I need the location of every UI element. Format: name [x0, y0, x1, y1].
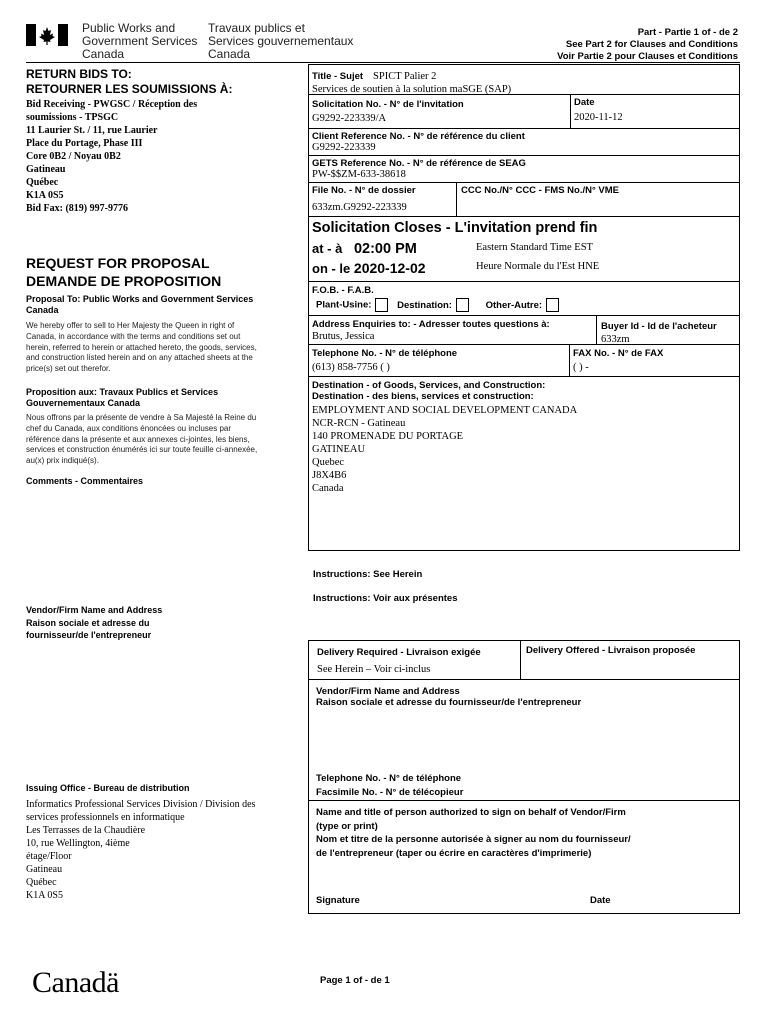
- client-ref-value: G9292-223339: [312, 142, 376, 153]
- comments-label: Comments - Commentaires: [26, 476, 144, 486]
- delivery-required-value: See Herein – Voir ci-inclus: [317, 664, 431, 675]
- solicitation-no-value: G9292-223339/A: [312, 113, 387, 124]
- at-label: at - à: [312, 241, 343, 256]
- phone-label: Telephone No. - N° de téléphone: [312, 348, 458, 359]
- signature-date-label: Date: [590, 895, 611, 906]
- form-divider: [308, 679, 740, 680]
- other-checkbox[interactable]: [546, 298, 559, 312]
- solicitation-no-label: Solicitation No. - N° de l'invitation: [312, 99, 464, 110]
- return-bids-title: RETURN BIDS TO: RETOURNER LES SOUMISSIONS À:: [26, 67, 233, 96]
- form-divider: [308, 315, 740, 316]
- vendor-contact-labels: Telephone No. - N° de téléphone Facsimile No. - N° de télécopieur: [316, 773, 464, 798]
- form-divider: [308, 800, 740, 801]
- return-bids-address: Bid Receiving - PWGSC / Réception des soumissions - TPSGC 11 Laurier St. / 11, rue Laurier Place du Portage, Phase III Core 0B2 / Noyau 0B2 Gatineau Québec K1A 0S5 Bid Fax: (819) 997-9776: [26, 99, 198, 214]
- title-label: Title - Sujet: [312, 71, 364, 82]
- gets-ref-label: GETS Reference No. - N° de référence de SEAG: [312, 158, 526, 169]
- fob-label: F.O.B. - F.A.B.: [312, 285, 374, 296]
- form-divider: [308, 128, 740, 129]
- fob-options: [316, 298, 559, 312]
- signature-label: Signature: [316, 895, 360, 906]
- destination-option-label: Destination:: [397, 299, 452, 311]
- enquiries-value: Brutus, Jessica: [312, 331, 375, 342]
- form-divider: [570, 94, 571, 128]
- closing-time: 02:00 PM: [353, 241, 417, 257]
- buyer-id-label: Buyer Id - Id de l'acheteur: [601, 321, 717, 332]
- authorized-person-label: Name and title of person authorized to sign on behalf of Vendor/Firm (type or print) Nom et titre de la personne autorisée à signer au nom du fournisseur/ de l'entrepreneur (taper ou écrire en caractères d'imprimerie): [316, 807, 631, 859]
- form-divider: [456, 182, 457, 216]
- form-divider: [308, 182, 740, 183]
- ccc-no-label: CCC No./N° CCC - FMS No./N° VME: [461, 185, 620, 196]
- form-divider: [308, 344, 740, 345]
- vendor-name-label: Vendor/Firm Name and Address Raison sociale et adresse du fournisseur/de l'entrepreneur: [316, 686, 582, 708]
- solicitation-closes-title: Solicitation Closes - L'invitation prend fin: [312, 220, 598, 236]
- header-rule: [26, 62, 740, 63]
- plant-checkbox[interactable]: [375, 298, 388, 312]
- form-divider: [596, 315, 597, 344]
- file-no-value: 633zm.G9292-223339: [312, 202, 407, 213]
- delivery-offered-label: Delivery Offered - Livraison proposée: [526, 645, 696, 656]
- form-divider: [308, 376, 740, 377]
- proposal-text-fr: Nous offrons par la présente de vendre à Sa Majesté la Reine du chef du Canada, aux conditions énoncées ou incluses par référence dans la présente et aux annexes ci-jointes, les biens, services et construction énumérés ici sur toute feuille ci-annexée, au(x) prix indiqué(s).: [26, 413, 258, 466]
- form-divider: [569, 344, 570, 376]
- org-name-en: Public Works and Government Services Canada: [82, 21, 198, 61]
- title-field: [312, 66, 732, 96]
- time-zone-fr: Heure Normale du l'Est HNE: [476, 261, 600, 272]
- time-zone-en: Eastern Standard Time EST: [476, 242, 593, 253]
- closing-date: 2020-12-02: [353, 260, 426, 276]
- form-divider: [308, 281, 740, 282]
- on-label: on - le: [312, 261, 351, 276]
- other-label: Other-Autre:: [485, 299, 543, 311]
- issuing-office-address: Informatics Professional Services Division / Division des services professionnels en informatique Les Terrasses de la Chaudière 10, rue Wellington, 4ième étage/Floor Gatineau Québec K1A 0S5: [26, 799, 256, 901]
- vendor-label-left: Vendor/Firm Name and Address Raison sociale et adresse du fournisseur/de l'entrepreneur: [26, 605, 163, 640]
- proposition-aux: Proposition aux: Travaux Publics et Services Gouvernementaux Canada: [26, 387, 219, 408]
- destination-label: Destination - of Goods, Services, and Construction: Destination - des biens, services et construction:: [312, 380, 546, 402]
- client-ref-label: Client Reference No. - N° de référence du client: [312, 131, 525, 142]
- org-name-fr: Travaux publics et Services gouvernementaux Canada: [208, 21, 354, 61]
- enquiries-label: Address Enquiries to: - Adresser toutes questions à:: [312, 319, 550, 330]
- date-value: 2020-11-12: [574, 112, 623, 123]
- closing-time-row: [312, 241, 417, 257]
- canada-wordmark: Canadä: [32, 966, 119, 999]
- destination-checkbox[interactable]: [456, 298, 469, 312]
- issuing-office-label: Issuing Office - Bureau de distribution: [26, 783, 190, 793]
- canada-flag-logo: [26, 24, 68, 46]
- closing-date-row: [312, 260, 426, 277]
- date-label: Date: [574, 97, 595, 108]
- gets-ref-value: PW-$$ZM-633-38618: [312, 169, 406, 180]
- instructions-en: Instructions: See Herein: [313, 569, 423, 580]
- buyer-id-value: 633zm: [601, 334, 630, 344]
- plant-label: Plant-Usine:: [316, 299, 372, 311]
- instructions-fr: Instructions: Voir aux présentes: [313, 593, 458, 604]
- file-no-label: File No. - N° de dossier: [312, 185, 416, 196]
- form-divider: [308, 216, 740, 217]
- proposal-to: Proposal To: Public Works and Government Services Canada: [26, 294, 254, 315]
- part-indicator: Part - Partie 1 of - de 2 See Part 2 for Clauses and Conditions Voir Partie 2 pour Clauses et Conditions: [557, 27, 738, 62]
- form-divider: [520, 640, 521, 679]
- delivery-required-label: Delivery Required - Livraison exigée: [317, 647, 481, 658]
- fax-label: FAX No. - N° de FAX: [573, 348, 664, 359]
- phone-value: (613) 858-7756 ( ): [312, 362, 390, 373]
- rfp-title: REQUEST FOR PROPOSAL DEMANDE DE PROPOSITION: [26, 255, 222, 289]
- title-value: SPICT Palier 2: [373, 71, 437, 82]
- destination-address: EMPLOYMENT AND SOCIAL DEVELOPMENT CANADA NCR-RCN - Gatineau 140 PROMENADE DU PORTAGE GATINEAU Quebec J8X4B6 Canada: [312, 405, 578, 494]
- form-divider: [308, 155, 740, 156]
- page-number: Page 1 of - de 1: [320, 975, 390, 986]
- fax-value: ( ) -: [573, 362, 589, 373]
- proposal-text-en: We hereby offer to sell to Her Majesty the Queen in right of Canada, in accordance with the terms and conditions set out herein, referred to herein or attached hereto, the goods, services, and construction listed herein and on any attached sheets at the price(s) set out therefor.: [26, 321, 257, 374]
- title-value-2: Services de soutien à la solution maSGE (SAP): [312, 84, 512, 95]
